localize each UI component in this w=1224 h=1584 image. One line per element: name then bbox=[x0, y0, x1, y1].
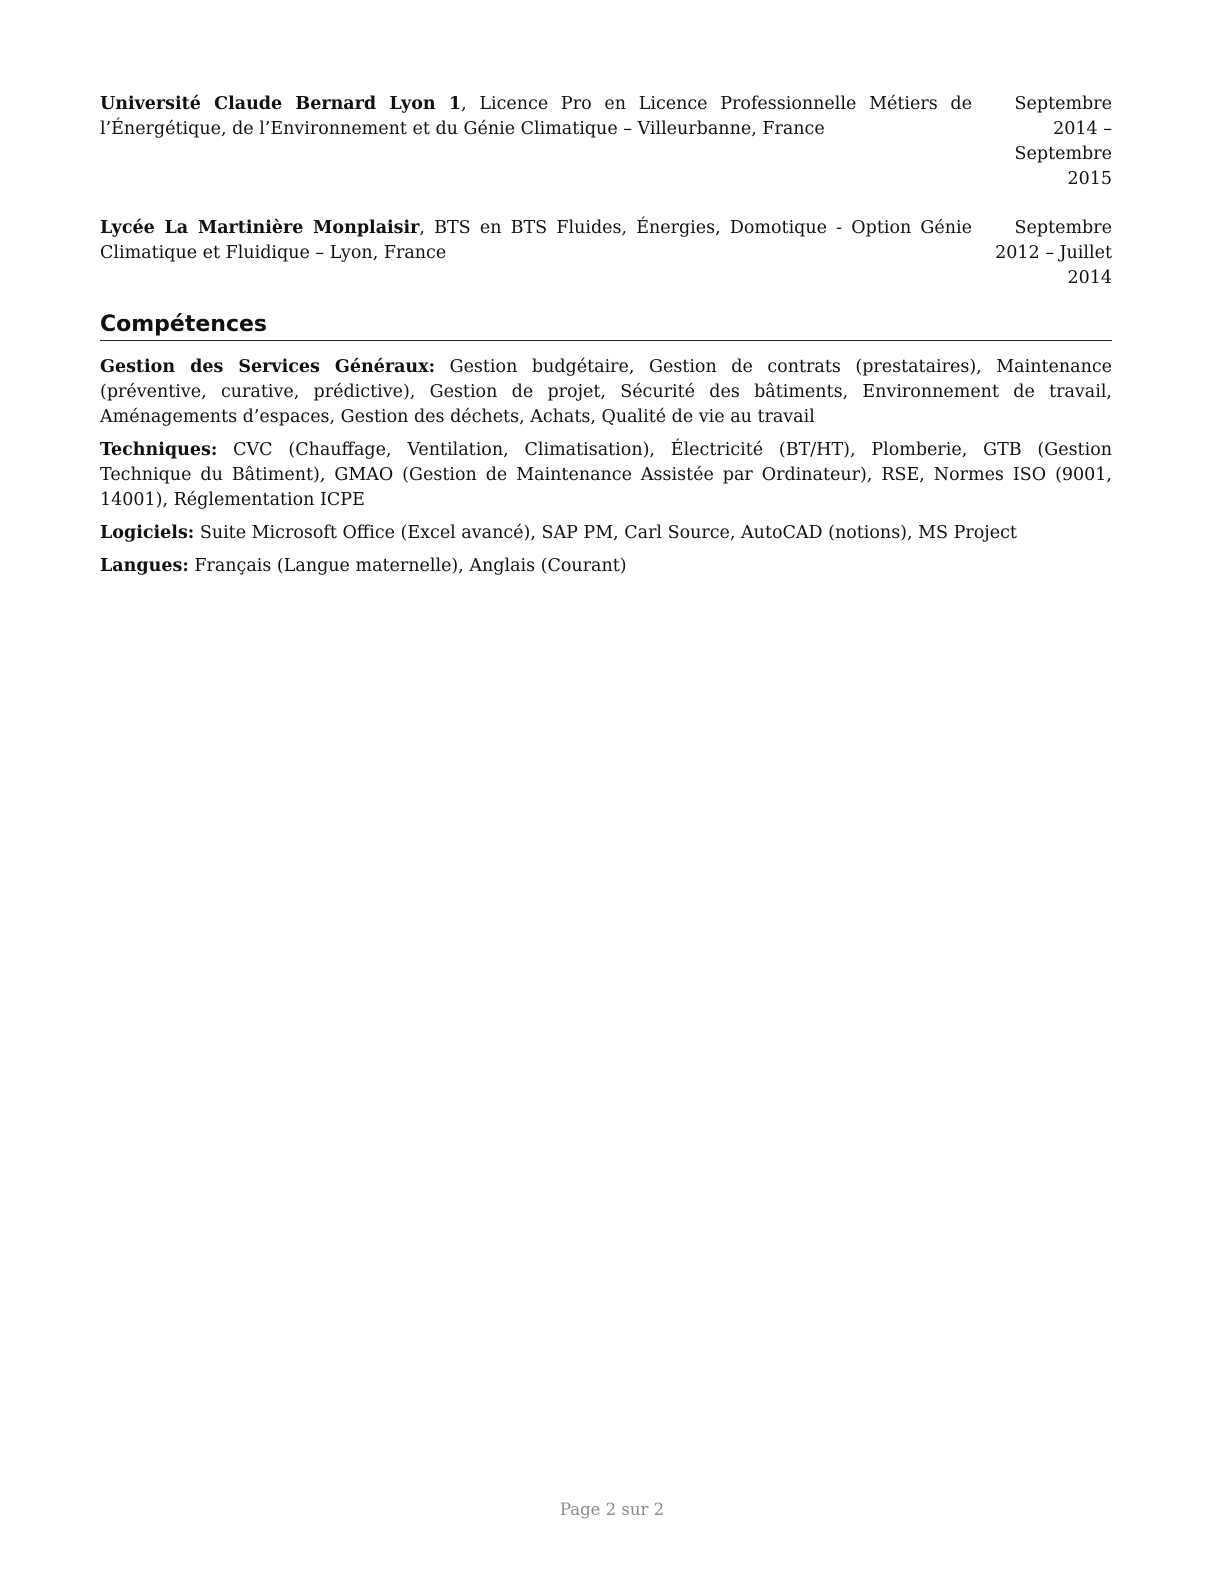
page-number: Page 2 sur 2 bbox=[559, 1500, 665, 1519]
education-entry bbox=[100, 216, 1112, 291]
skill-text: Suite Microsoft Office (Excel avancé), SAP PM, Carl Source, AutoCAD (notions), MS Project bbox=[194, 523, 1017, 543]
skill-line bbox=[100, 438, 1112, 513]
section-title-competences: Compétences bbox=[100, 311, 1112, 341]
education-description bbox=[100, 216, 972, 266]
skill-line bbox=[100, 355, 1112, 430]
education-dates: Septembre 2012 – Juillet 2014 bbox=[995, 218, 1112, 288]
skill-line bbox=[100, 521, 1112, 546]
skill-text: CVC (Chauffage, Ventilation, Climatisation), Électricité (BT/HT), Plomberie, GTB (Gestion Technique du Bâtiment), GMAO (Gestion de Maintenance Assistée par Ordinateur), RSE, Normes ISO (9001, 14001), Réglementation ICPE bbox=[100, 440, 1112, 510]
skill-line bbox=[100, 554, 1112, 579]
skill-label: Langues: bbox=[100, 556, 189, 576]
education-dates: Septembre 2014 – Septembre 2015 bbox=[1014, 94, 1112, 189]
skill-label: Techniques: bbox=[100, 440, 218, 460]
education-school: Université Claude Bernard Lyon 1 bbox=[100, 94, 462, 114]
education-details: , Licence Pro en Licence Professionnelle Métiers de l’Énergétique, de l’Environnement et du Génie Climatique – Villeurbanne, France bbox=[100, 94, 972, 139]
skill-text: Français (Langue maternelle), Anglais (Courant) bbox=[188, 556, 627, 576]
skill-label: Logiciels: bbox=[100, 523, 195, 543]
education-school: Lycée La Martinière Monplaisir bbox=[100, 218, 420, 238]
resume-page bbox=[100, 92, 1112, 587]
skill-label: Gestion des Services Généraux: bbox=[100, 357, 436, 377]
skill-text: Gestion budgétaire, Gestion de contrats (prestataires), Maintenance (préventive, curative, prédictive), Gestion de projet, Sécurité des bâtiments, Environnement de travail, Aménagements d’espaces, Gestion des déchets, Achats, Qualité de vie au travail bbox=[100, 357, 1112, 427]
education-description bbox=[100, 92, 972, 142]
education-details: , BTS en BTS Fluides, Énergies, Domotique - Option Génie Climatique et Fluidique – Lyon, France bbox=[100, 218, 972, 263]
education-entry bbox=[100, 92, 1112, 192]
